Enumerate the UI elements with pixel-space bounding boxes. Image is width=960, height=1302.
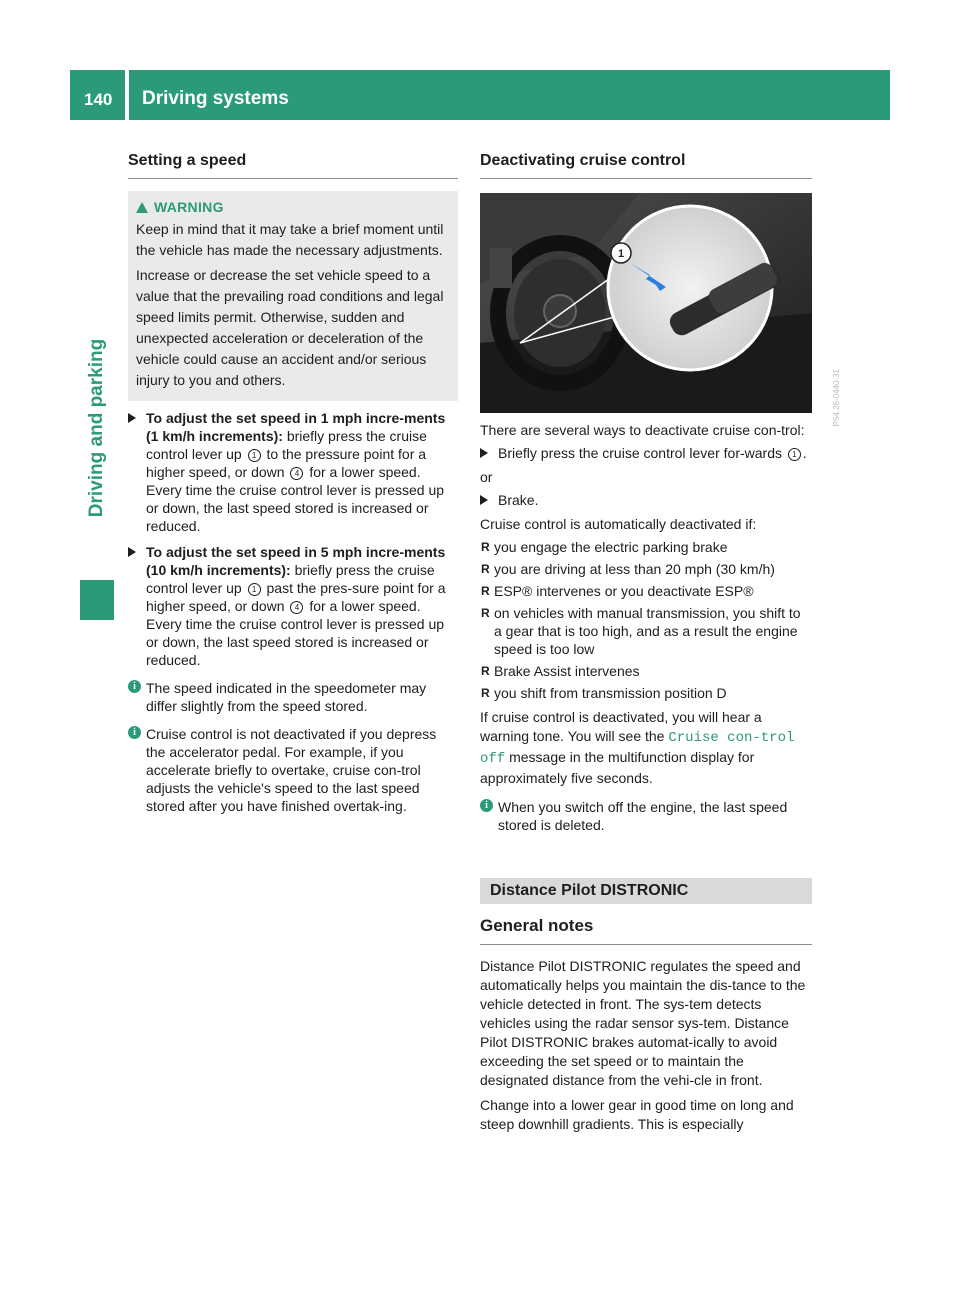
- bullet-r-icon: R: [481, 540, 490, 554]
- arrow-right-icon: [480, 448, 488, 458]
- image-callout-1: 1: [617, 248, 625, 260]
- general-notes-paragraph-1: Distance Pilot DISTRONIC regulates the speed and automatically helps you maintain the dis-tance to the vehicle detected in front. The sys-tem detects vehicles using the radar sensor sys-tem. Distance Pilot DISTRONIC brakes automat-ically to avoid exceeding the set speed or to maintain the designated distance from the vehi-cle in front.: [480, 958, 806, 1088]
- list-item-text: ESP® intervenes or you deactivate ESP®: [494, 583, 754, 599]
- callout-4-icon: 4: [290, 601, 303, 614]
- step-text: Briefly press the cruise control lever for-wards: [498, 445, 786, 461]
- list-item-text: on vehicles with manual transmission, you shift to a gear that is too high, and as a result the engine speed is too low: [494, 605, 801, 657]
- list-item-text: you shift from transmission position D: [494, 685, 727, 701]
- section-heading-setting-speed: Setting a speed: [128, 150, 458, 179]
- info-icon: i: [128, 726, 141, 739]
- section-heading-deactivating: Deactivating cruise control: [480, 150, 812, 179]
- step-text: Every time the cruise control lever is pressed up or down, the last speed stored is increased or reduced.: [146, 616, 445, 668]
- bullet-r-icon: R: [481, 686, 490, 700]
- subheading-general-notes: General notes: [480, 914, 812, 945]
- auto-deactivation-intro: Cruise control is automatically deactivated if:: [480, 516, 757, 532]
- step-brake: [480, 491, 812, 509]
- warning-box: [128, 191, 458, 401]
- header-divider: [125, 70, 129, 120]
- step-bold-text: To adjust the set speed in 5 mph incre-ments (10 km/h increments):: [146, 544, 446, 578]
- sidebar-label: Driving and parking: [86, 338, 107, 518]
- warning-text-2: Increase or decrease the set vehicle speed to a value that the prevailing road conditions and legal speed limits permit. Otherwise, sudden and unexpected acceleration or deceleration of the vehicle could cause an accident and/or serious injury to you and others.: [136, 267, 444, 388]
- info-icon: i: [128, 680, 141, 693]
- step-text: Every time the cruise control lever is pressed up or down, the last speed stored is increased or reduced.: [146, 482, 445, 534]
- info-text: The speed indicated in the speedometer may differ slightly from the speed stored.: [146, 680, 427, 714]
- info-text: When you switch off the engine, the last speed stored is deleted.: [498, 799, 788, 833]
- info-note-accelerator: [128, 725, 458, 815]
- sidebar-tab: [82, 318, 112, 538]
- step-text: past the pres-sure point for a higher speed, or down: [146, 580, 446, 614]
- callout-1-icon: 1: [248, 583, 261, 596]
- paragraph-text: message in the multifunction display for approximately five seconds.: [480, 749, 755, 786]
- warning-title-text: WARNING: [154, 199, 224, 215]
- section-banner-distronic: Distance Pilot DISTRONIC: [480, 878, 812, 904]
- list-item: [480, 560, 812, 578]
- info-note-speedometer: [128, 679, 458, 715]
- image-code: P54.26-0440-31: [832, 369, 841, 427]
- bullet-r-icon: R: [481, 664, 490, 678]
- arrow-right-icon: [480, 495, 488, 505]
- list-item: [480, 604, 812, 658]
- step-press-forwards: [480, 444, 812, 462]
- warning-text-1: Keep in mind that it may take a brief moment until the vehicle has made the necessary adjustments.: [136, 221, 444, 258]
- step-bold-text: To adjust the set speed in 1 mph incre-ments (1 km/h increments):: [146, 410, 446, 444]
- cruise-control-lever-image: [480, 193, 841, 427]
- list-item: [480, 538, 812, 556]
- deactivation-message-text: [480, 708, 812, 788]
- step-text: .: [802, 445, 807, 461]
- general-notes-paragraph-2: Change into a lower gear in good time on long and steep downhill gradients. This is especially: [480, 1097, 794, 1132]
- intro-text: There are several ways to deactivate cruise con-trol:: [480, 422, 805, 438]
- list-item-text: you are driving at less than 20 mph (30 km/h): [494, 561, 775, 577]
- list-item: [480, 662, 812, 680]
- page-header: [70, 70, 890, 120]
- list-item-text: Brake Assist intervenes: [494, 663, 640, 679]
- or-text: or: [480, 469, 493, 485]
- callout-1-icon: 1: [788, 448, 801, 461]
- callout-4-icon: 4: [290, 467, 303, 480]
- callout-1-icon: 1: [248, 449, 261, 462]
- display-message: Cruise con-trol off: [480, 730, 795, 767]
- page-number: 140: [84, 90, 113, 109]
- bullet-r-icon: R: [481, 584, 490, 598]
- cockpit-illustration: [480, 193, 841, 427]
- sidebar-marker: [80, 580, 114, 620]
- chapter-title: Driving systems: [142, 88, 289, 109]
- arrow-right-icon: [128, 413, 136, 423]
- info-note-engine-off: [480, 798, 812, 834]
- info-icon: i: [480, 799, 493, 812]
- step-1mph: [128, 409, 458, 535]
- list-item: [480, 684, 812, 702]
- list-item-text: you engage the electric parking brake: [494, 539, 728, 555]
- step-text: briefly press the cruise control lever up: [146, 428, 427, 462]
- right-column: [480, 150, 841, 1134]
- step-text: for a lower speed.: [305, 598, 421, 614]
- step-text: briefly press the cruise control lever up: [146, 562, 435, 596]
- arrow-right-icon: [128, 547, 136, 557]
- warning-title: [136, 199, 450, 215]
- info-text: Cruise control is not deactivated if you depress the accelerator pedal. For example, if you accelerate briefly to overtake, cruise con-trol adjusts the vehicle's speed to the last speed stored after you have finished overtak-ing.: [146, 726, 437, 814]
- left-column: [128, 150, 458, 815]
- step-text: Brake.: [498, 492, 539, 508]
- step-text: to the pressure point for a higher speed, or down: [146, 446, 427, 480]
- paragraph-text: If cruise control is deactivated, you will hear a warning tone. You will see the: [480, 709, 762, 744]
- bullet-r-icon: R: [481, 606, 490, 620]
- step-text: for a lower speed.: [305, 464, 421, 480]
- step-5mph: [128, 543, 458, 669]
- warning-triangle-icon: [136, 202, 148, 213]
- list-item: [480, 582, 812, 600]
- bullet-r-icon: R: [481, 562, 490, 576]
